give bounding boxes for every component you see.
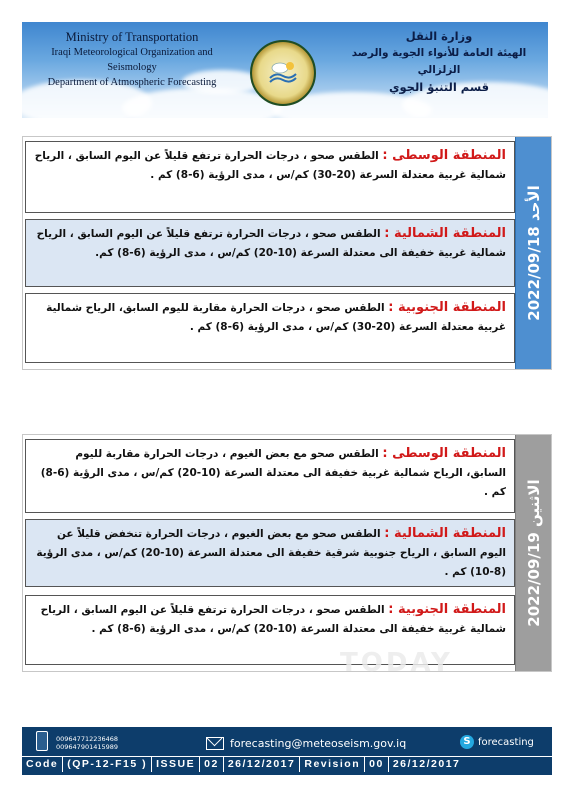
department-name-ar: قسم التنبؤ الجوي bbox=[388, 80, 490, 94]
region-name: المنطقة الشمالية : bbox=[384, 526, 506, 541]
region-name: المنطقة الجنوبية : bbox=[388, 602, 506, 617]
phone-numbers bbox=[56, 735, 118, 751]
header-banner bbox=[22, 22, 548, 118]
organization-name-en: Iraqi Meteorological Organization and Seismology bbox=[51, 47, 213, 73]
issue-date: 26/12/2017 bbox=[224, 757, 301, 772]
date-label: الأحد 2022/09/18 bbox=[524, 185, 543, 321]
region-text: الطقس صحو مع بعض الغيوم ، درجات الحرارة تنخفض قليلاً عن اليوم السابق ، الرياح جنوبية شرقية خفيفة الى معتدلة السرعة (10-20) كم/س ، مدى الرؤية (8-10) كم . bbox=[36, 528, 506, 578]
phone-number: 009647712236468 bbox=[56, 735, 119, 743]
organization-name-ar: الهيئة العامة للأنواء الجوية والرصد الزلزالي bbox=[351, 47, 527, 76]
date-bar bbox=[515, 137, 551, 369]
header-english bbox=[32, 30, 232, 90]
header-arabic bbox=[344, 28, 534, 96]
day-forecast-section bbox=[22, 136, 552, 370]
department-name-en: Department of Atmospheric Forecasting bbox=[47, 77, 217, 88]
region-text: الطقس صحو ، درجات الحرارة ترتفع قليلاً عن اليوم السابق ، الرياح شمالية غربية معتدلة السرعة (20-30) كم/س ، مدى الرؤية (6-8) كم . bbox=[34, 150, 506, 181]
ministry-name-ar: وزارة النقل bbox=[405, 29, 473, 43]
footer-contacts bbox=[22, 727, 552, 756]
region-forecast-central bbox=[25, 439, 515, 513]
region-name: المنطقة الوسطى : bbox=[382, 148, 506, 163]
code-value: (QP-12-F15 ) bbox=[63, 757, 152, 772]
revision-date: 26/12/2017 bbox=[392, 758, 461, 770]
date-label: الاثنين 2022/09/19 bbox=[524, 479, 543, 627]
date-bar bbox=[515, 435, 551, 671]
revision-number: 00 bbox=[365, 757, 389, 772]
region-name: المنطقة الشمالية : bbox=[384, 226, 506, 241]
issue-label: ISSUE bbox=[152, 757, 200, 772]
region-name: المنطقة الجنوبية : bbox=[388, 300, 506, 315]
region-name: المنطقة الوسطى : bbox=[382, 446, 506, 461]
issue-number: 02 bbox=[200, 757, 224, 772]
region-text: الطقس صحو ، درجات الحرارة ترتفع قليلاً عن اليوم السابق ، الرياح شمالية غربية خفيفة الى معتدلة السرعة (10-20) كم/س ، مدى الرؤية (6-8) كم. bbox=[36, 228, 506, 259]
day-forecast-section bbox=[22, 434, 552, 672]
code-label: Code bbox=[22, 757, 63, 772]
region-text: الطقس صحو ، درجات الحرارة مقاربة لليوم السابق، الرياح شمالية غربية معتدلة السرعة (20-30) كم/س ، مدى الرؤية (6-8) كم . bbox=[46, 302, 506, 333]
skype-icon: S bbox=[460, 735, 474, 749]
document-code-bar bbox=[22, 756, 552, 772]
region-forecast-north bbox=[25, 519, 515, 587]
watermark: TODAY bbox=[340, 648, 453, 678]
region-forecast-central bbox=[25, 141, 515, 213]
skype-handle[interactable]: forecasting bbox=[478, 737, 534, 748]
revision-label: Revision bbox=[300, 757, 365, 772]
region-forecast-north bbox=[25, 219, 515, 287]
email-address[interactable]: forecasting@meteoseism.gov.iq bbox=[230, 737, 407, 750]
phone-icon bbox=[36, 731, 48, 751]
mail-icon bbox=[206, 737, 224, 750]
ministry-name-en: Ministry of Transportation bbox=[65, 30, 199, 44]
organization-logo bbox=[250, 40, 316, 106]
region-forecast-south bbox=[25, 293, 515, 363]
phone-number: 009647901415989 bbox=[56, 743, 119, 751]
region-text: الطقس صحو مع بعض الغيوم ، درجات الحرارة مقاربة لليوم السابق، الرياح شمالية غربية خفيفة الى معتدلة السرعة (10-20) كم/س ، مدى الرؤية (6-8) كم . bbox=[40, 448, 506, 498]
region-text: الطقس صحو ، درجات الحرارة ترتفع قليلاً عن اليوم السابق ، الرياح شمالية غربية خفيفة الى معتدلة السرعة (10-20) كم/س ، مدى الرؤية (6-8) كم . bbox=[40, 604, 506, 635]
